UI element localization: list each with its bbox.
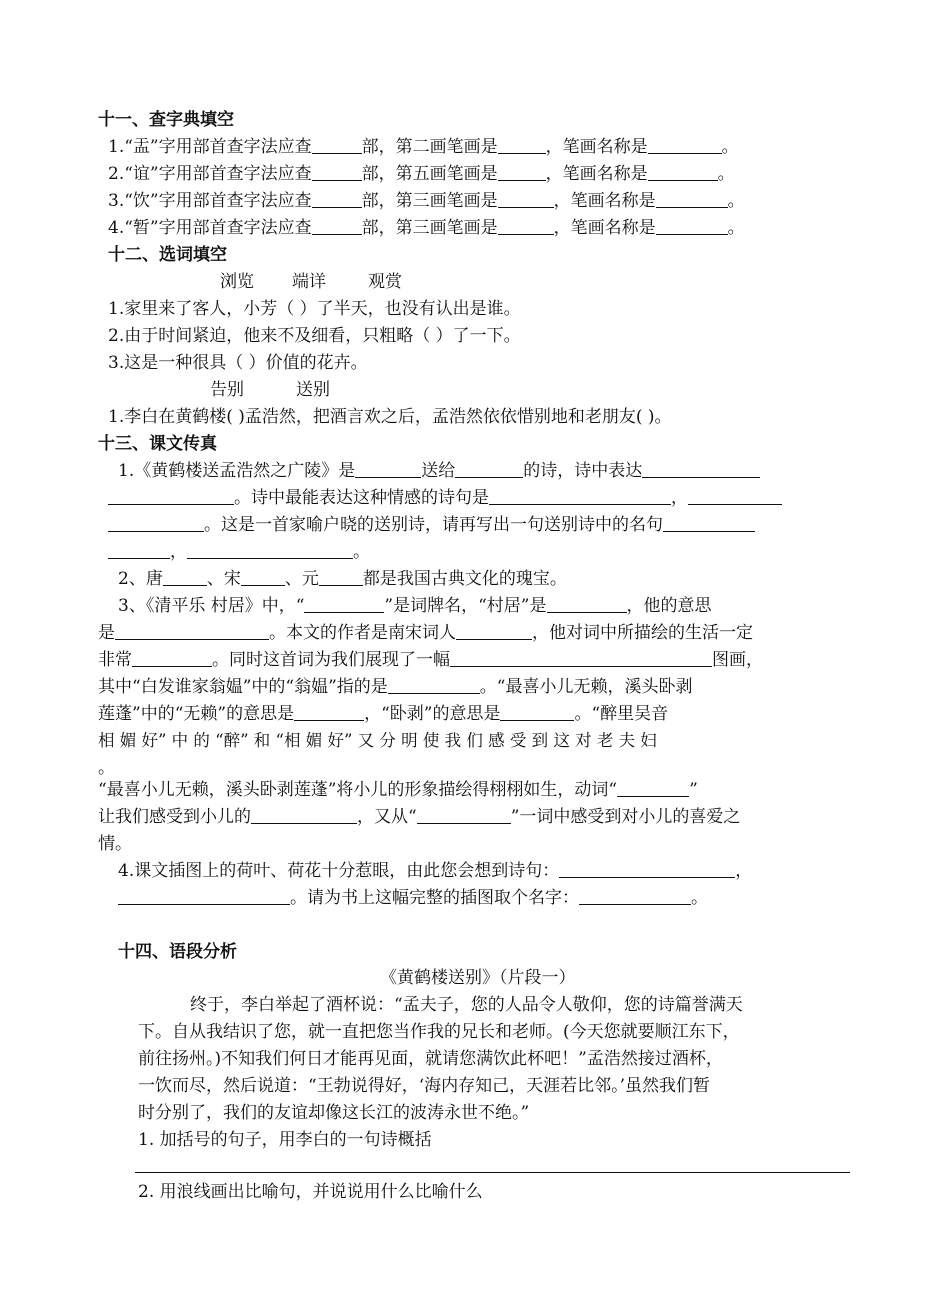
- s11-question-3: 3.“饮”字用部首查字法应查 部，第三画笔画是 ，笔画名称是 。: [108, 191, 745, 211]
- s14-question-1: 1. 加括号的句子，用李白的一句诗概括: [138, 1130, 432, 1150]
- s11-question-1: 1.“盂”字用部首查字法应查 部，第二画笔画是 ，笔画名称是 。: [108, 137, 739, 157]
- answer-blank[interactable]: [489, 486, 671, 505]
- section-14-heading: 十四、语段分析: [118, 942, 237, 962]
- s13-q3-line4: 其中“白发谁家翁媪”中的“翁媪”指的是 。“最喜小儿无赖，溪头卧剥: [98, 677, 693, 697]
- answer-blank[interactable]: [319, 567, 363, 586]
- answer-blank[interactable]: [656, 189, 728, 208]
- s13-q1-line1: 1.《黄鹤楼送孟浩然之广陵》是 送给 的诗，诗中表达: [118, 459, 760, 483]
- passage-line-4: 一饮而尽，然后说道：“王勃说得好，‘海内存知己，天涯若比邻。’虽然我们暂: [138, 1076, 710, 1096]
- word-choices-2: 告别 送别: [210, 380, 330, 400]
- answer-blank[interactable]: [312, 162, 362, 181]
- s13-q3-line5: 莲蓬”中的“无赖”的意思是 ，“卧剥”的意思是 。“醉里吴音: [98, 704, 669, 724]
- answer-blank[interactable]: [656, 216, 728, 235]
- answer-blank[interactable]: [579, 886, 691, 905]
- s12-question-1: 1.家里来了客人，小芳（ ）了半天，也没有认出是谁。: [108, 299, 521, 319]
- answer-blank[interactable]: [118, 886, 290, 905]
- passage-title: 《黄鹤楼送别》（片段一）: [380, 968, 576, 988]
- answer-blank[interactable]: [688, 486, 782, 505]
- answer-blank[interactable]: [559, 859, 735, 878]
- answer-blank[interactable]: [163, 567, 207, 586]
- section-11-heading: 十一、查字典填空: [98, 110, 234, 130]
- s12-question-2: 2.由于时间紧迫，他来不及细看，只粗略（ ）了一下。: [108, 326, 521, 346]
- answer-blank[interactable]: [108, 486, 234, 505]
- answer-blank[interactable]: [312, 216, 362, 235]
- s13-q3-line10: 情。: [98, 834, 132, 854]
- s13-q1-line2: 。诗中最能表达这种情感的诗句是 ，: [108, 486, 782, 510]
- answer-blank[interactable]: [500, 702, 574, 721]
- s13-q4-line1: 4.课文插图上的荷叶、荷花十分惹眼，由此您会想到诗句： ，: [118, 861, 753, 881]
- s13-q3-line1: 3、《清平乐 村居》中，“ ”是词牌名，“村居”是 ，他的意思: [118, 596, 712, 616]
- s13-q1-line4: ， 。: [108, 540, 370, 564]
- answer-blank[interactable]: [547, 594, 627, 613]
- answer-blank[interactable]: [456, 621, 532, 640]
- section-13-heading: 十三、课文传真: [98, 434, 217, 454]
- word-choices-1: 浏览 端详 观赏: [220, 272, 402, 292]
- s12-question-3: 3.这是一种很具（ ）价值的花卉。: [108, 353, 368, 373]
- answer-blank[interactable]: [648, 135, 722, 154]
- answer-blank[interactable]: [498, 162, 546, 181]
- answer-line[interactable]: [135, 1172, 850, 1173]
- passage-line-1: 终于，李白举起了酒杯说：“孟夫子，您的人品令人敬仰，您的诗篇誉满天: [190, 995, 743, 1015]
- answer-blank[interactable]: [455, 459, 523, 478]
- answer-blank[interactable]: [251, 805, 357, 824]
- s13-q3-line8: “最喜小儿无赖，溪头卧剥莲蓬”将小儿的形象描绘得栩栩如生，动词“ ”: [98, 780, 698, 800]
- answer-blank[interactable]: [312, 189, 362, 208]
- answer-blank[interactable]: [115, 621, 269, 640]
- s13-q3-line7: 。: [98, 758, 115, 778]
- s13-q3-line3: 非常 。同时这首词为我们展现了一幅 图画，: [98, 650, 763, 670]
- answer-blank[interactable]: [304, 594, 384, 613]
- answer-blank[interactable]: [450, 648, 712, 667]
- s11-question-2: 2.“谊”字用部首查字法应查 部，第五画笔画是 ，笔画名称是 。: [108, 164, 735, 184]
- answer-blank[interactable]: [648, 162, 718, 181]
- answer-blank[interactable]: [642, 459, 760, 478]
- answer-blank[interactable]: [187, 540, 353, 559]
- s13-q4-line2: 。请为书上这幅完整的插图取个名字： 。: [118, 886, 708, 910]
- answer-blank[interactable]: [617, 778, 689, 797]
- s13-q3-line9: 让我们感受到小儿的 ，又从“ ”一词中感受到对小儿的喜爱之: [98, 807, 741, 827]
- answer-blank[interactable]: [108, 540, 170, 559]
- section-12-heading: 十二、选词填空: [108, 245, 227, 265]
- answer-blank[interactable]: [498, 189, 554, 208]
- answer-blank[interactable]: [498, 135, 546, 154]
- answer-blank[interactable]: [355, 459, 421, 478]
- s13-q3-line6: 相 媚 好” 中 的 “醉” 和 “相 媚 好” 又 分 明 使 我 们 感 受 到 这 对 老 夫 妇: [98, 731, 657, 750]
- answer-blank[interactable]: [663, 513, 755, 532]
- answer-blank[interactable]: [294, 702, 364, 721]
- answer-blank[interactable]: [108, 513, 204, 532]
- s13-question-2: 2、唐 、宋 、元 都是我国古典文化的瑰宝。: [118, 569, 567, 589]
- passage-line-2: 下。自从我结识了您，就一直把您当作我的兄长和老师。(今天您就要顺江东下，: [138, 1022, 740, 1042]
- s13-q3-line2: 是 。本文的作者是南宋词人 ，他对词中所描绘的生活一定: [98, 623, 753, 643]
- s11-question-4: 4.“暂”字用部首查字法应查 部，第三画笔画是 ，笔画名称是 。: [108, 218, 745, 238]
- s13-q1-line3: 。这是一首家喻户晓的送别诗，请再写出一句送别诗中的名句: [108, 513, 755, 537]
- answer-blank[interactable]: [241, 567, 285, 586]
- s12-question-4: 1.李白在黄鹤楼( )孟浩然，把酒言欢之后，孟浩然依依惜别地和老朋友( )。: [108, 407, 672, 427]
- answer-blank[interactable]: [388, 675, 480, 694]
- answer-blank[interactable]: [498, 216, 554, 235]
- answer-blank[interactable]: [417, 805, 511, 824]
- answer-blank[interactable]: [132, 648, 212, 667]
- passage-line-3: 前往扬州。)不知我们何日才能再见面，就请您满饮此杯吧！”孟浩然接过酒杯，: [138, 1049, 723, 1069]
- s14-question-2: 2. 用浪线画出比喻句，并说说用什么比喻什么: [138, 1182, 483, 1202]
- passage-line-5: 时分别了，我们的友谊却像这长江的波涛永世不绝。”: [138, 1103, 530, 1123]
- answer-blank[interactable]: [312, 135, 362, 154]
